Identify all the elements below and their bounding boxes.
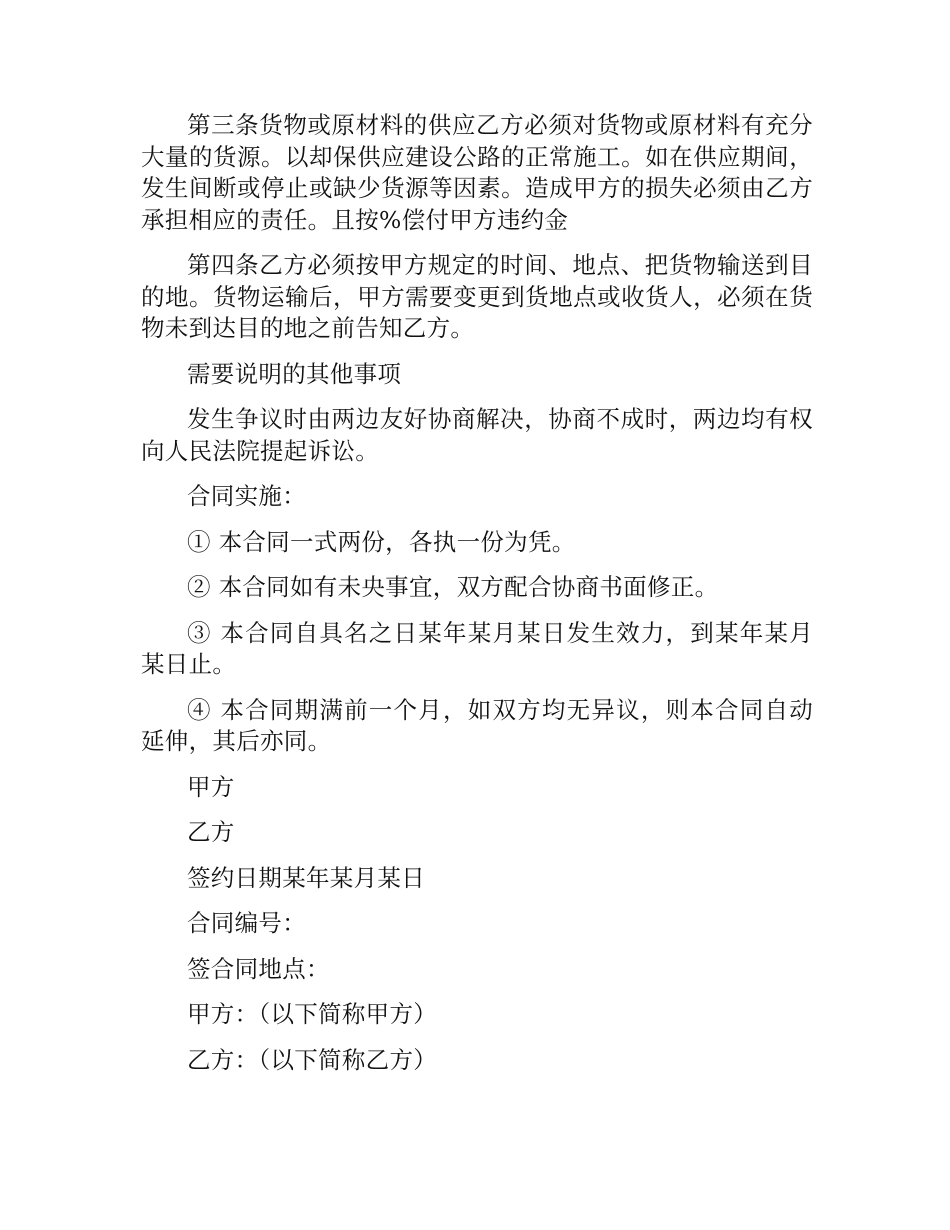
document-body [141,110,813,1090]
implementation-item-2: ② 本合同如有未央事宜，双方配合协商书面修正。 [187,573,719,601]
clause-three-paragraph: 第三条货物或原材料的供应乙方必须对货物或原材料有充分大量的货源。以却保供应建设公路的正常施工。如在供应期间，发生间断或停止或缺少货源等因素。造成甲方的损失必须由乙方承担相应的责任。且按%偿付甲方违约金 [141,111,813,234]
party-a-label: 甲方 [187,772,235,801]
other-matters-heading: 需要说明的其他事项 [187,359,402,388]
clause-four-paragraph: 第四条乙方必须按甲方规定的时间、地点、把货物输送到目的地。货物运输后，甲方需要变更到货地点或收货人，必须在货物未到达目的地之前告知乙方。 [141,251,813,342]
signing-date-line: 签约日期某年某月某日 [187,863,425,892]
signing-location-line: 签合同地点： [187,954,330,983]
implementation-item-4: ④ 本合同期满前一个月，如双方均无异议，则本合同自动延伸，其后亦同。 [141,695,813,755]
dispute-paragraph: 发生争议时由两边友好协商解决，协商不成时，两边均有权向人民法院提起诉讼。 [141,405,813,465]
implementation-item-3: ③ 本合同自具名之日某年某月某日发生效力，到某年某月某日止。 [141,618,813,678]
implementation-item-1: ① 本合同一式两份，各执一份为凭。 [187,527,576,556]
party-b-label: 乙方 [187,818,235,846]
party-b-definition-line: 乙方：（以下简称乙方） [187,1045,438,1074]
party-a-definition-line: 甲方：（以下简称甲方） [187,1000,438,1028]
implementation-heading: 合同实施： [187,482,306,510]
contract-number-line: 合同编号： [187,909,306,937]
